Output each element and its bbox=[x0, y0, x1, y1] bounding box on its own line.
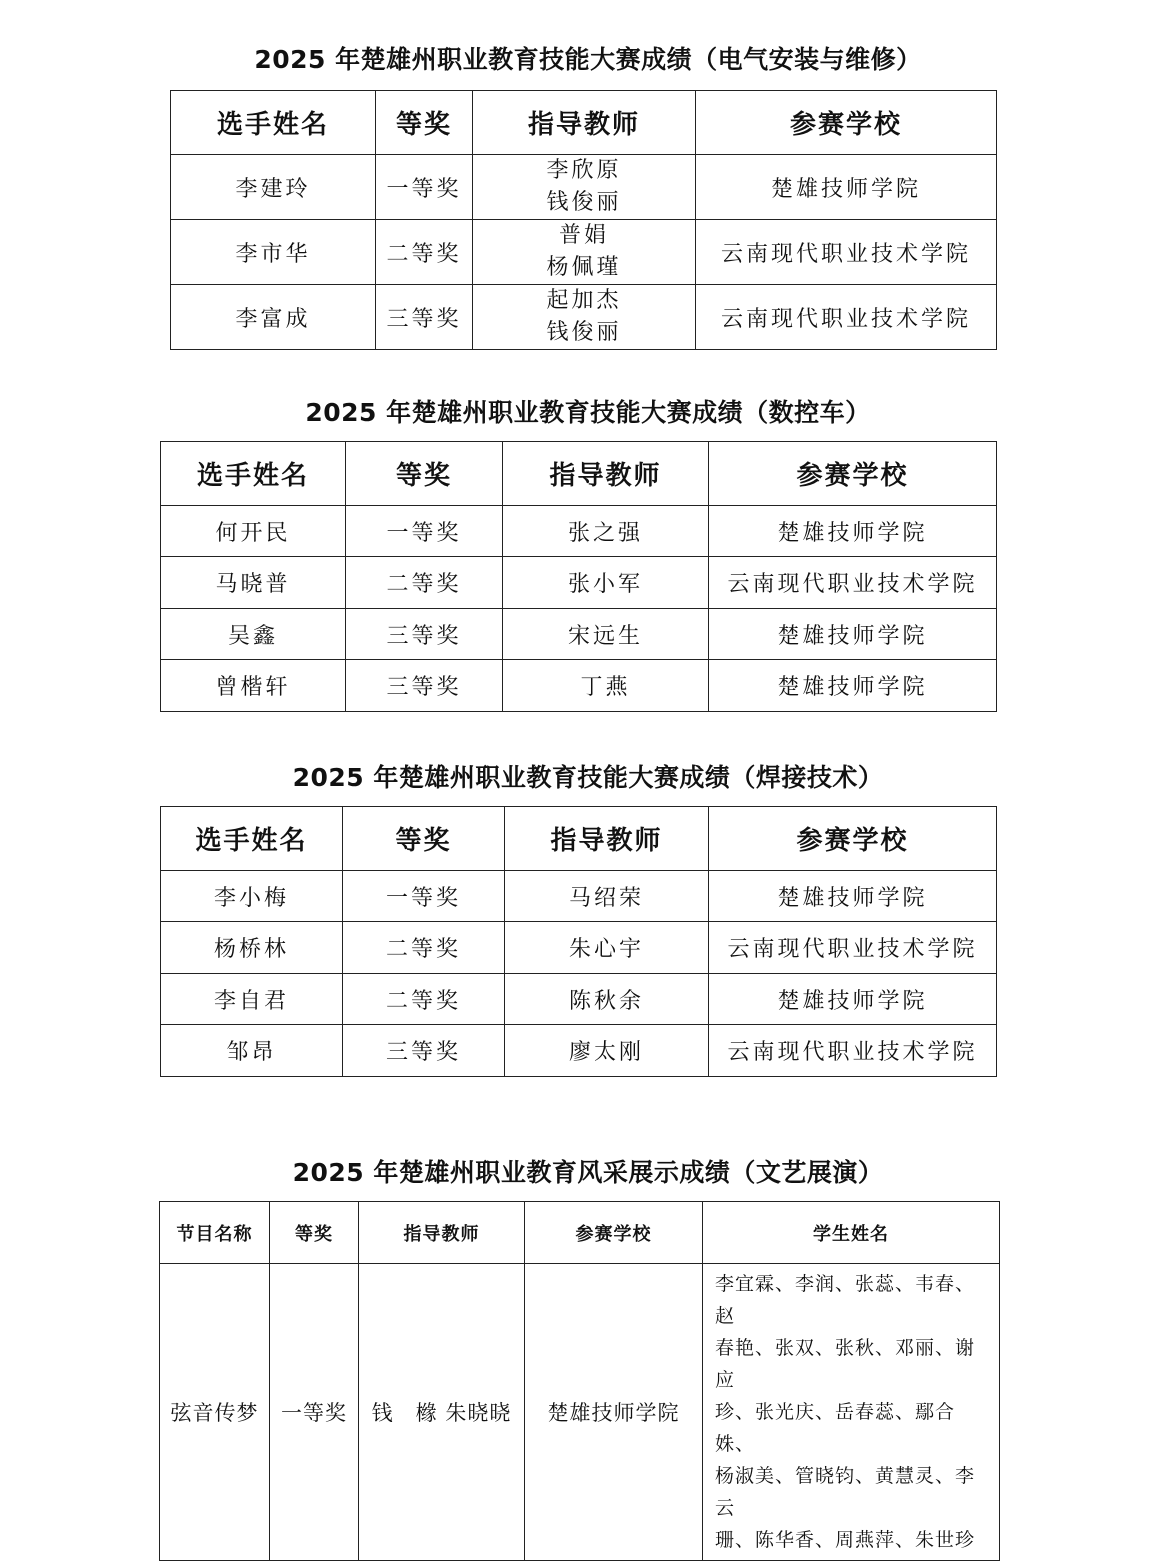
contestant-name: 邹昂 bbox=[161, 1025, 343, 1077]
award-level: 二等奖 bbox=[346, 557, 503, 609]
teacher-name: 朱心宇 bbox=[505, 922, 709, 974]
table-header-row bbox=[160, 1202, 1000, 1264]
section-title-cnc-lathe: 2025 年楚雄州职业教育技能大赛成绩（数控车） bbox=[305, 398, 871, 427]
results-table-welding bbox=[160, 806, 997, 1077]
student-names-line: 春艳、张双、张秋、邓丽、谢应 bbox=[715, 1337, 976, 1391]
teacher-name: 宋远生 bbox=[503, 609, 709, 660]
contestant-name: 李小梅 bbox=[161, 871, 343, 922]
contestant-name: 马晓普 bbox=[161, 557, 346, 609]
teacher-names: 起加杰 钱俊丽 bbox=[473, 285, 696, 350]
results-table-performance bbox=[159, 1201, 1000, 1561]
results-table-cnc-lathe bbox=[160, 441, 997, 712]
teacher-name: 陈秋余 bbox=[505, 974, 709, 1025]
school-name: 云南现代职业技术学院 bbox=[696, 220, 997, 285]
table-header-row bbox=[161, 807, 997, 871]
table-row bbox=[161, 974, 997, 1025]
header-award: 等奖 bbox=[343, 807, 505, 871]
header-school: 参赛学校 bbox=[709, 807, 997, 871]
school-name: 楚雄技师学院 bbox=[696, 155, 997, 220]
award-level: 一等奖 bbox=[343, 871, 505, 922]
school-name: 楚雄技师学院 bbox=[525, 1264, 703, 1561]
program-name: 弦音传梦 bbox=[160, 1264, 270, 1561]
school-name: 云南现代职业技术学院 bbox=[696, 285, 997, 350]
header-students: 学生姓名 bbox=[703, 1202, 1000, 1264]
contestant-name: 吴鑫 bbox=[161, 609, 346, 660]
award-level: 二等奖 bbox=[343, 974, 505, 1025]
results-table-electrical bbox=[170, 90, 997, 350]
contestant-name: 李自君 bbox=[161, 974, 343, 1025]
table-row bbox=[161, 922, 997, 974]
award-level: 三等奖 bbox=[343, 1025, 505, 1077]
award-level: 一等奖 bbox=[376, 155, 473, 220]
table-row bbox=[171, 285, 997, 350]
teacher-name: 张小军 bbox=[503, 557, 709, 609]
contestant-name: 李市华 bbox=[171, 220, 376, 285]
section-title-welding: 2025 年楚雄州职业教育技能大赛成绩（焊接技术） bbox=[292, 763, 884, 792]
header-award: 等奖 bbox=[270, 1202, 359, 1264]
teacher-names: 李欣原 钱俊丽 bbox=[473, 155, 696, 220]
header-school: 参赛学校 bbox=[525, 1202, 703, 1264]
table-row bbox=[171, 220, 997, 285]
table-row bbox=[161, 1025, 997, 1077]
student-names-line: 珊、陈华香、周燕萍、朱世珍 bbox=[715, 1529, 976, 1551]
teacher-name: 丁燕 bbox=[503, 660, 709, 712]
header-teacher: 指导教师 bbox=[505, 807, 709, 871]
award-level: 三等奖 bbox=[346, 609, 503, 660]
contestant-name: 李富成 bbox=[171, 285, 376, 350]
table-row bbox=[161, 506, 997, 557]
school-name: 楚雄技师学院 bbox=[709, 871, 997, 922]
award-level: 二等奖 bbox=[343, 922, 505, 974]
award-level: 三等奖 bbox=[376, 285, 473, 350]
school-name: 楚雄技师学院 bbox=[709, 660, 997, 712]
table-row bbox=[171, 155, 997, 220]
header-school: 参赛学校 bbox=[709, 442, 997, 506]
award-level: 三等奖 bbox=[346, 660, 503, 712]
header-teacher: 指导教师 bbox=[503, 442, 709, 506]
header-contestant: 选手姓名 bbox=[171, 91, 376, 155]
contestant-name: 曾楷轩 bbox=[161, 660, 346, 712]
school-name: 云南现代职业技术学院 bbox=[709, 557, 997, 609]
table-row bbox=[161, 609, 997, 660]
school-name: 楚雄技师学院 bbox=[709, 506, 997, 557]
school-name: 楚雄技师学院 bbox=[709, 974, 997, 1025]
student-names-line: 珍、张光庆、岳春蕊、鄢合姝、 bbox=[715, 1401, 956, 1455]
header-award: 等奖 bbox=[376, 91, 473, 155]
contestant-name: 杨桥林 bbox=[161, 922, 343, 974]
contestant-name: 李建玲 bbox=[171, 155, 376, 220]
table-row bbox=[161, 557, 997, 609]
student-names-line: 杨淑美、管晓钧、黄慧灵、李云 bbox=[715, 1465, 976, 1519]
header-contestant: 选手姓名 bbox=[161, 807, 343, 871]
school-name: 云南现代职业技术学院 bbox=[709, 922, 997, 974]
header-school: 参赛学校 bbox=[696, 91, 997, 155]
student-names bbox=[703, 1264, 1000, 1561]
teacher-names: 钱 橼 朱晓晓 bbox=[359, 1264, 525, 1561]
contestant-name: 何开民 bbox=[161, 506, 346, 557]
header-contestant: 选手姓名 bbox=[161, 442, 346, 506]
table-row bbox=[161, 871, 997, 922]
teacher-name: 张之强 bbox=[503, 506, 709, 557]
table-header-row bbox=[161, 442, 997, 506]
table-row bbox=[161, 660, 997, 712]
header-teacher: 指导教师 bbox=[359, 1202, 525, 1264]
teacher-name: 马绍荣 bbox=[505, 871, 709, 922]
teacher-names: 普娟 杨佩瑾 bbox=[473, 220, 696, 285]
section-title-electrical: 2025 年楚雄州职业教育技能大赛成绩（电气安装与维修） bbox=[254, 45, 922, 74]
section-title-performance: 2025 年楚雄州职业教育风采展示成绩（文艺展演） bbox=[292, 1158, 884, 1187]
header-program: 节目名称 bbox=[160, 1202, 270, 1264]
teacher-name: 廖太刚 bbox=[505, 1025, 709, 1077]
header-award: 等奖 bbox=[346, 442, 503, 506]
header-teacher: 指导教师 bbox=[473, 91, 696, 155]
award-level: 一等奖 bbox=[270, 1264, 359, 1561]
table-row bbox=[160, 1264, 1000, 1561]
award-level: 二等奖 bbox=[376, 220, 473, 285]
student-names-line: 李宜霖、李润、张蕊、韦春、赵 bbox=[715, 1273, 976, 1327]
award-level: 一等奖 bbox=[346, 506, 503, 557]
table-header-row bbox=[171, 91, 997, 155]
school-name: 云南现代职业技术学院 bbox=[709, 1025, 997, 1077]
school-name: 楚雄技师学院 bbox=[709, 609, 997, 660]
